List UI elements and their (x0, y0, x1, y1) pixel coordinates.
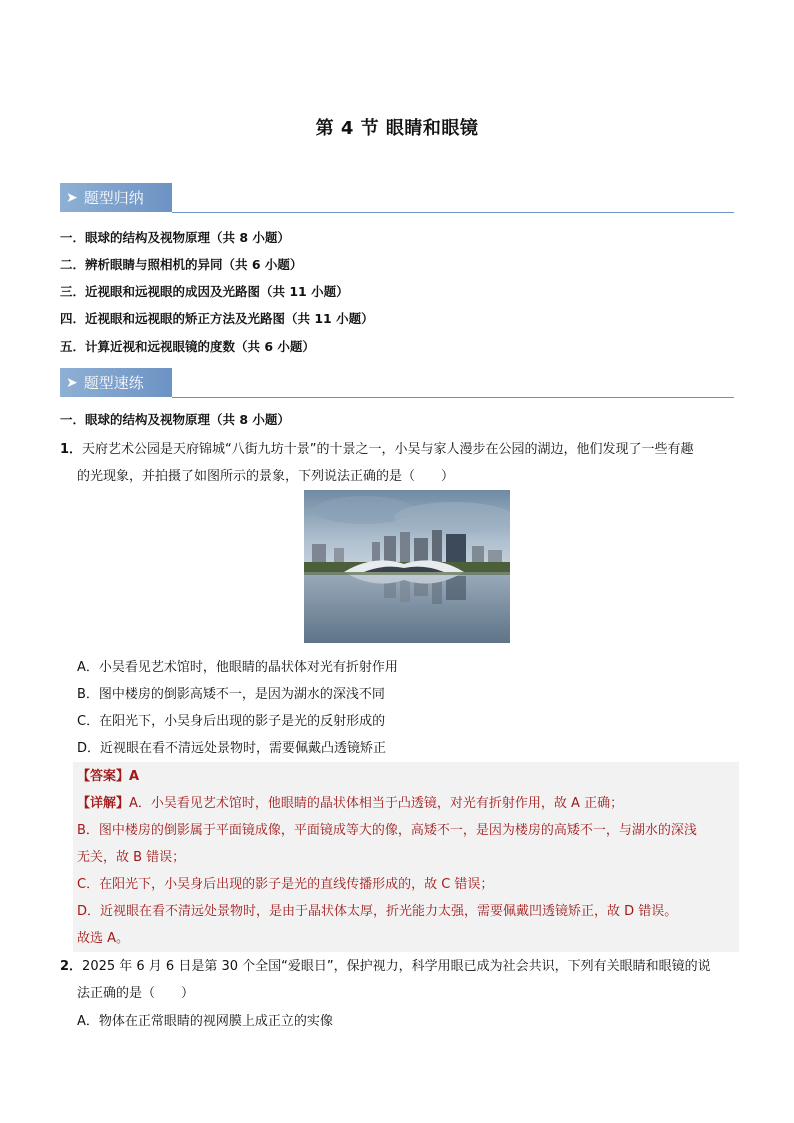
lake-art-museum-photo (304, 490, 510, 643)
question-1-line: 的光现象，并拍摄了如图所示的景象，下列说法正确的是（ ） (77, 469, 455, 484)
question-text: 天府艺术公园是天府锦城“八街九坊十景”的十景之一，小吴与家人漫步在公园的湖边，他们发现了一些有趣 (82, 442, 694, 457)
detail-line: 故选 A。 (77, 931, 130, 946)
question-number: 1． (60, 442, 83, 457)
option-a: A．物体在正常眼睛的视网膜上成正立的实像 (77, 1014, 333, 1029)
section-header-practice (60, 368, 734, 398)
detail-line (77, 792, 623, 811)
question-2-line (60, 955, 711, 974)
toc-item: 二．辨析眼睛与照相机的异同（共 6 小题） (60, 257, 303, 272)
detail-text: A．小吴看见艺术馆时，他眼睛的晶状体相当于凸透镜，对光有折射作用，故 A 正确； (129, 796, 624, 811)
detail-line: D．近视眼在看不清远处景物时，是由于晶状体太厚，折光能力太强，需要佩戴凹透镜矫正，故 D 错误。 (77, 904, 678, 919)
option-c: C．在阳光下，小吴身后出现的影子是光的反射形成的 (77, 714, 386, 729)
question-2-line: 法正确的是（ ） (77, 986, 195, 1001)
answer-label: 【答案】A (77, 769, 140, 784)
page-title: 第 4 节 眼睛和眼镜 (315, 118, 479, 139)
section-label: 题型速练 (83, 374, 144, 392)
section-tab (60, 183, 172, 212)
divider (172, 212, 734, 213)
section-tab (60, 368, 172, 397)
option-a: A．小吴看见艺术馆时，他眼睛的晶状体对光有折射作用 (77, 660, 398, 675)
detail-label: 【详解】 (77, 796, 130, 811)
detail-line: C．在阳光下，小吴身后出现的影子是光的直线传播形成的，故 C 错误； (77, 877, 494, 892)
toc-item: 三．近视眼和远视眼的成因及光路图（共 11 小题） (60, 284, 349, 299)
section-label: 题型归纳 (83, 189, 144, 207)
detail-line: 无关，故 B 错误； (77, 850, 186, 865)
toc-item: 四．近视眼和远视眼的矫正方法及光路图（共 11 小题） (60, 311, 374, 326)
section-header-summary (60, 183, 734, 213)
toc-item: 一．眼球的结构及视物原理（共 8 小题） (60, 230, 290, 245)
arrow-icon: ➤ (66, 189, 78, 206)
question-number: 2． (60, 959, 83, 974)
question-text: 2025 年 6 月 6 日是第 30 个全国“爱眼日”，保护视力，科学用眼已成为社会共识，下列有关眼睛和眼镜的说 (82, 959, 711, 974)
question-1-line (60, 438, 694, 457)
option-b: B．图中楼房的倒影高矮不一，是因为湖水的深浅不同 (77, 687, 385, 702)
detail-line: B．图中楼房的倒影属于平面镜成像，平面镜成等大的像，高矮不一，是因为楼房的高矮不一，与湖水的深浅 (77, 823, 697, 838)
arrow-icon: ➤ (66, 374, 78, 391)
subheading: 一．眼球的结构及视物原理（共 8 小题） (60, 412, 290, 427)
option-d: D．近视眼在看不清远处景物时，需要佩戴凸透镜矫正 (77, 741, 387, 756)
toc-item: 五．计算近视和远视眼镜的度数（共 6 小题） (60, 339, 315, 354)
divider (172, 397, 734, 398)
